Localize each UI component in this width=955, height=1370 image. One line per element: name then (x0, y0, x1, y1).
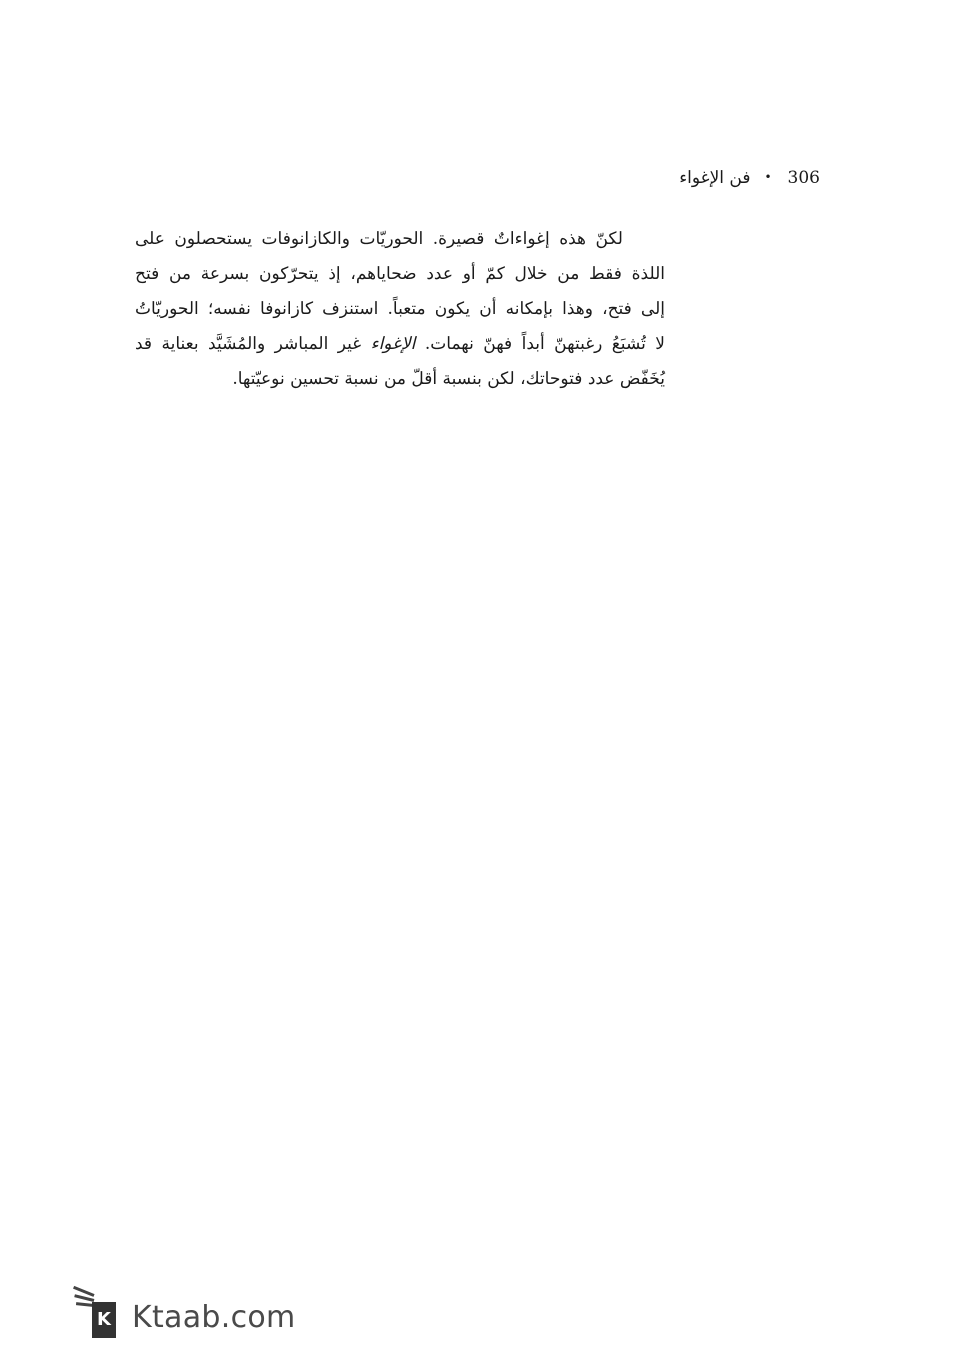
header-separator: • (764, 170, 772, 184)
watermark (72, 1292, 296, 1342)
logo-letter: K (97, 1309, 111, 1330)
running-header (679, 166, 820, 189)
body-paragraph (135, 222, 665, 397)
page-number: 306 (787, 168, 820, 188)
paragraph-line: لا تُشبَعُ رغبتهنّ أبداً فهنّ نهمات. الإغواء غير المباشر والمُشَيَّد بعناية قد (135, 334, 665, 354)
paragraph-line: إلى فتح، وهذا بإمكانه أن يكون متعباً. استنزف كازانوفا نفسه؛ الحوريّاتُ (135, 299, 665, 319)
paragraph-line: يُخَفّض عدد فتوحاتك، لكن بنسبة أقلّ من نسبة تحسين نوعيّتها. (232, 369, 665, 389)
paragraph-line: اللذة فقط من خلال كمّ أو عدد ضحاياهم، إذ يتحرّكون بسرعة من فتح (135, 264, 665, 284)
book-title: فن الإغواء (679, 168, 751, 188)
book-logo-icon (72, 1292, 118, 1342)
italic-term: الإغواء (370, 334, 416, 354)
paragraph-line: لكنّ هذه إغواءاتٌ قصيرة. الحوريّات والكازانوفات يستحصلون على (135, 229, 623, 249)
watermark-text: Ktaab.com (132, 1299, 296, 1335)
